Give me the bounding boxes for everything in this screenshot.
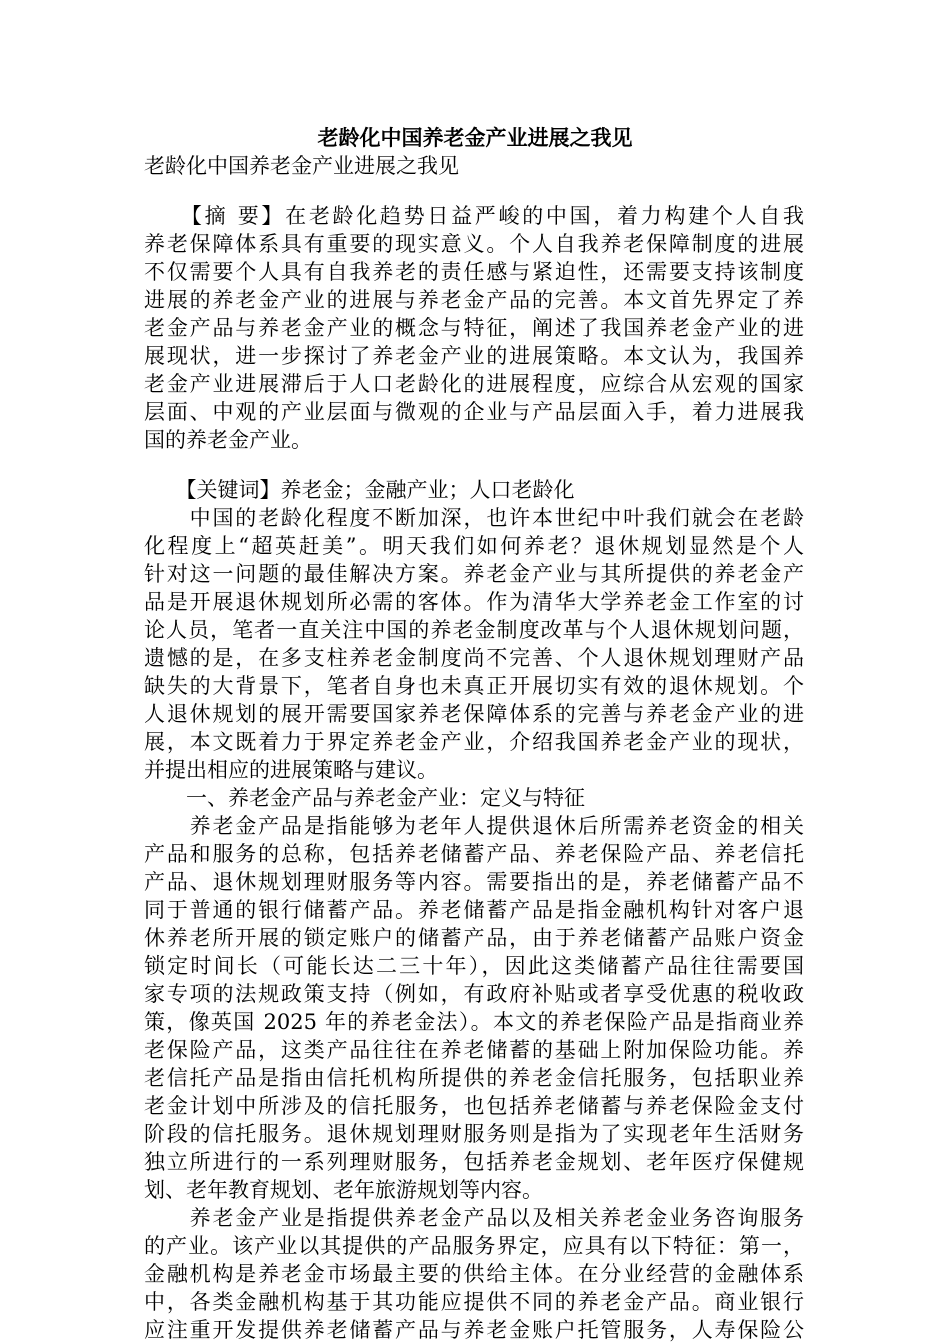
intro-line: 缺失的大背景下，笔者自身也未真正开展切实有效的退休规划。个 — [144, 674, 804, 698]
abstract-line: 【摘 要】在老龄化趋势日益严峻的中国，着力构建个人自我 — [144, 204, 804, 228]
abstract-line: 养老保障体系具有重要的现实意义。个人自我养老保障制度的进展 — [144, 232, 804, 256]
intro-line: 论人员，笔者一直关注中国的养老金制度改革与个人退休规划问题， — [144, 618, 804, 642]
body-line: 老金计划中所涉及的信托服务，也包括养老储蓄与养老保险金支付 — [144, 1094, 804, 1118]
abstract-line: 进展的养老金产业的进展与养老金产品的完善。本文首先界定了养 — [144, 288, 804, 312]
abstract-line: 层面、中观的产业层面与微观的企业与产品层面入手，着力进展我 — [144, 400, 804, 424]
keywords-line: 【关键词】养老金；金融产业；人口老龄化 — [144, 478, 575, 502]
document-subtitle: 老龄化中国养老金产业进展之我见 — [144, 154, 459, 178]
body-line: 家专项的法规政策支持（例如，有政府补贴或者享受优惠的税收政 — [144, 982, 804, 1006]
intro-line: 针对这一问题的最佳解决方案。养老金产业与其所提供的养老金产 — [144, 562, 804, 586]
body-line: 的产业。该产业以其提供的产品服务界定，应具有以下特征：第一， — [144, 1234, 804, 1258]
body-line: 应注重开发提供养老储蓄产品与养老金账户托管服务，人寿保险公 — [144, 1318, 804, 1342]
body-line: 养老金产品是指能够为老年人提供退休后所需养老资金的相关 — [144, 814, 804, 838]
body-line: 同于普通的银行储蓄产品。养老储蓄产品是指金融机构针对客户退 — [144, 898, 804, 922]
intro-line: 品是开展退休规划所必需的客体。作为清华大学养老金工作室的讨 — [144, 590, 804, 614]
intro-line: 人退休规划的展开需要国家养老保障体系的完善与养老金产业的进 — [144, 702, 804, 726]
abstract-line: 老金产品与养老金产业的概念与特征，阐述了我国养老金产业的进 — [144, 316, 804, 340]
intro-line: 化程度上“超英赶美”。明天我们如何养老？退休规划显然是个人 — [144, 534, 804, 558]
document-title: 老龄化中国养老金产业进展之我见 — [317, 125, 633, 150]
intro-line: 展，本文既着力于界定养老金产业，介绍我国养老金产业的现状， — [144, 730, 804, 754]
body-line: 产品、退休规划理财服务等内容。需要指出的是，养老储蓄产品不 — [144, 870, 804, 894]
body-line: 老保险产品，这类产品往往在养老储蓄的基础上附加保险功能。养 — [144, 1038, 804, 1062]
body-line: 休养老所开展的锁定账户的储蓄产品，由于养老储蓄产品账户资金 — [144, 926, 804, 950]
abstract-line: 国的养老金产业。 — [144, 428, 312, 452]
abstract-line: 不仅需要个人具有自我养老的责任感与紧迫性，还需要支持该制度 — [144, 260, 804, 284]
abstract-line: 展现状，进一步探讨了养老金产业的进展策略。本文认为，我国养 — [144, 344, 804, 368]
section-heading: 一、养老金产品与养老金产业：定义与特征 — [144, 786, 585, 810]
body-line: 中，各类金融机构基于其功能应提供不同的养老金产品。商业银行 — [144, 1290, 804, 1314]
body-line: 阶段的信托服务。退休规划理财服务则是指为了实现老年生活财务 — [144, 1122, 804, 1146]
intro-line: 中国的老龄化程度不断加深，也许本世纪中叶我们就会在老龄 — [144, 506, 804, 530]
body-line: 锁定时间长（可能长达二三十年），因此这类储蓄产品往往需要国 — [144, 954, 804, 978]
body-line: 金融机构是养老金市场最主要的供给主体。在分业经营的金融体系 — [144, 1262, 804, 1286]
body-line: 划、老年教育规划、老年旅游规划等内容。 — [144, 1178, 543, 1202]
body-line: 独立所进行的一系列理财服务，包括养老金规划、老年医疗保健规 — [144, 1150, 804, 1174]
body-line: 老信托产品是指由信托机构所提供的养老金信托服务，包括职业养 — [144, 1066, 804, 1090]
abstract-line: 老金产业进展滞后于人口老龄化的进展程度，应综合从宏观的国家 — [144, 372, 804, 396]
body-line: 产品和服务的总称，包括养老储蓄产品、养老保险产品、养老信托 — [144, 842, 804, 866]
intro-line: 遗憾的是，在多支柱养老金制度尚不完善、个人退休规划理财产品 — [144, 646, 804, 670]
body-line: 策，像英国 2025 年的养老金法）。本文的养老保险产品是指商业养 — [144, 1010, 804, 1034]
intro-line: 并提出相应的进展策略与建议。 — [144, 758, 438, 782]
body-line: 养老金产业是指提供养老金产品以及相关养老金业务咨询服务 — [144, 1206, 804, 1230]
